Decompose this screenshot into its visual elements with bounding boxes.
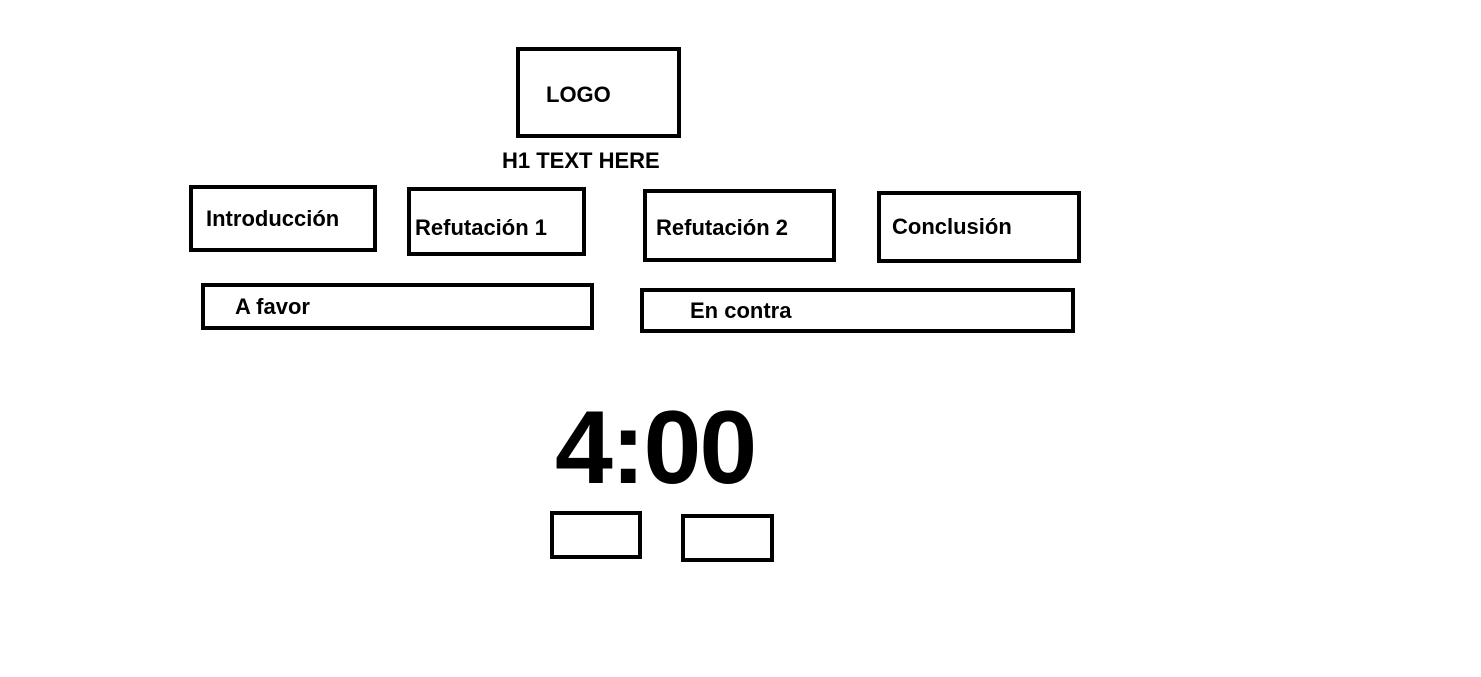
tab-label: Conclusión bbox=[892, 214, 1012, 239]
tab-introduccion[interactable] bbox=[189, 185, 377, 252]
tab-conclusion[interactable] bbox=[877, 191, 1081, 263]
tab-refutacion-2[interactable] bbox=[643, 189, 836, 262]
side-a-favor-button[interactable] bbox=[201, 283, 594, 330]
timer-display: 4:00 bbox=[555, 390, 756, 506]
side-en-contra-button[interactable] bbox=[640, 288, 1075, 333]
timer-control-button-right[interactable] bbox=[681, 514, 774, 562]
tab-label: Refutación 2 bbox=[656, 215, 789, 240]
timer-control-button-left[interactable] bbox=[550, 511, 642, 559]
tab-refutacion-1[interactable] bbox=[407, 187, 586, 256]
tab-label: Introducción bbox=[206, 206, 340, 231]
side-label: A favor bbox=[235, 294, 310, 319]
logo-text: LOGO bbox=[546, 82, 611, 107]
tab-label: Refutación 1 bbox=[415, 215, 548, 240]
page-title: H1 TEXT HERE bbox=[502, 148, 660, 173]
logo-box bbox=[516, 47, 681, 138]
side-label: En contra bbox=[690, 298, 792, 323]
